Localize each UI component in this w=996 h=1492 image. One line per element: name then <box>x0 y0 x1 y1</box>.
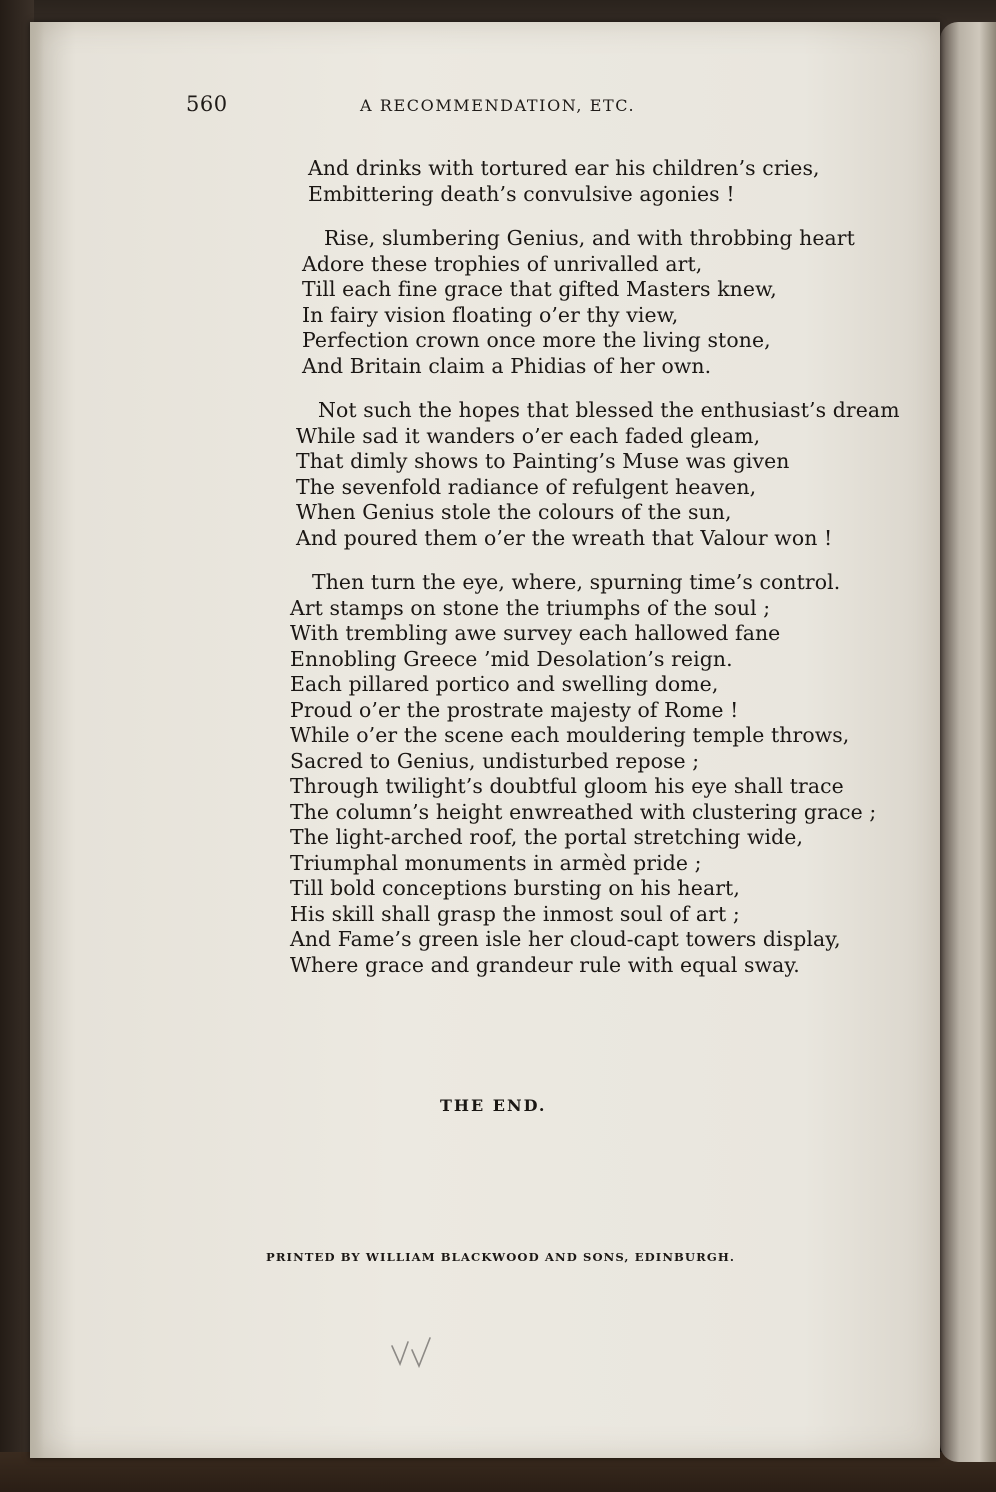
page-header <box>186 92 686 132</box>
printer-imprint: PRINTED BY WILLIAM BLACKWOOD AND SONS, EDINBURGH. <box>266 1250 736 1264</box>
poem-line: Till bold conceptions bursting on his heart, <box>290 876 740 900</box>
poem-line: And drinks with tortured ear his children’s cries, <box>308 156 820 180</box>
pencil-mark-icon <box>388 1332 448 1372</box>
stanza <box>290 570 876 978</box>
poem-line: With trembling awe survey each hallowed fane <box>290 621 781 645</box>
poem-line: Proud o’er the prostrate majesty of Rome ! <box>290 697 739 722</box>
poem-line: Rise, slumbering Genius, and with throbbing heart <box>324 226 855 250</box>
the-end-label: THE END. <box>440 1096 547 1115</box>
running-head: A RECOMMENDATION, ETC. <box>360 96 636 115</box>
poem-line: Perfection crown once more the living stone, <box>302 328 771 352</box>
poem-line: While o’er the scene each mouldering temple throws, <box>290 723 850 747</box>
poem-line: Sacred to Genius, undisturbed repose ; <box>290 748 700 773</box>
page-edge-shadow <box>30 22 44 1458</box>
poem-line: His skill shall grasp the inmost soul of art ; <box>290 901 740 926</box>
poem-line: Each pillared portico and swelling dome, <box>290 672 719 696</box>
poem-line: Not such the hopes that blessed the enthusiast’s dream <box>318 398 900 422</box>
poem-line: When Genius stole the colours of the sun, <box>296 500 732 524</box>
stanza <box>308 156 876 207</box>
poem-line: That dimly shows to Painting’s Muse was given <box>296 449 790 473</box>
poem-line: Embittering death’s convulsive agonies ! <box>308 181 735 206</box>
page-number: 560 <box>186 92 228 116</box>
poem-line: Through twilight’s doubtful gloom his eye shall trace <box>290 774 844 798</box>
poem-line: Triumphal monuments in armèd pride ; <box>290 850 702 875</box>
poem-line: The sevenfold radiance of refulgent heaven, <box>296 474 757 499</box>
poem-line: While sad it wanders o’er each faded gleam, <box>296 423 761 448</box>
poem-body <box>256 156 900 997</box>
poem-line: Ennobling Greece ’mid Desolation’s reign. <box>290 646 733 671</box>
stanza <box>302 226 876 379</box>
poem-line: And Britain claim a Phidias of her own. <box>302 353 712 378</box>
poem-line: The column’s height enwreathed with clustering grace ; <box>290 799 877 824</box>
stanza <box>296 398 900 551</box>
background-left <box>0 0 34 1492</box>
poem-line: In fairy vision floating o’er thy view, <box>302 302 679 327</box>
poem-line: And poured them o’er the wreath that Valour won ! <box>296 525 833 550</box>
poem-line: Adore these trophies of unrivalled art, <box>302 251 703 276</box>
poem-line: Art stamps on stone the triumphs of the soul ; <box>290 595 771 620</box>
poem-line: Then turn the eye, where, spurning time’s control. <box>312 570 841 594</box>
background-bottom <box>0 1452 996 1492</box>
poem-line: The light-arched roof, the portal stretching wide, <box>290 825 804 849</box>
poem-line: Where grace and grandeur rule with equal sway. <box>290 952 800 977</box>
adjacent-page-edge <box>940 22 996 1462</box>
poem-line: And Fame’s green isle her cloud-capt towers display, <box>290 927 841 951</box>
poem-line: Till each fine grace that gifted Masters knew, <box>302 277 777 301</box>
